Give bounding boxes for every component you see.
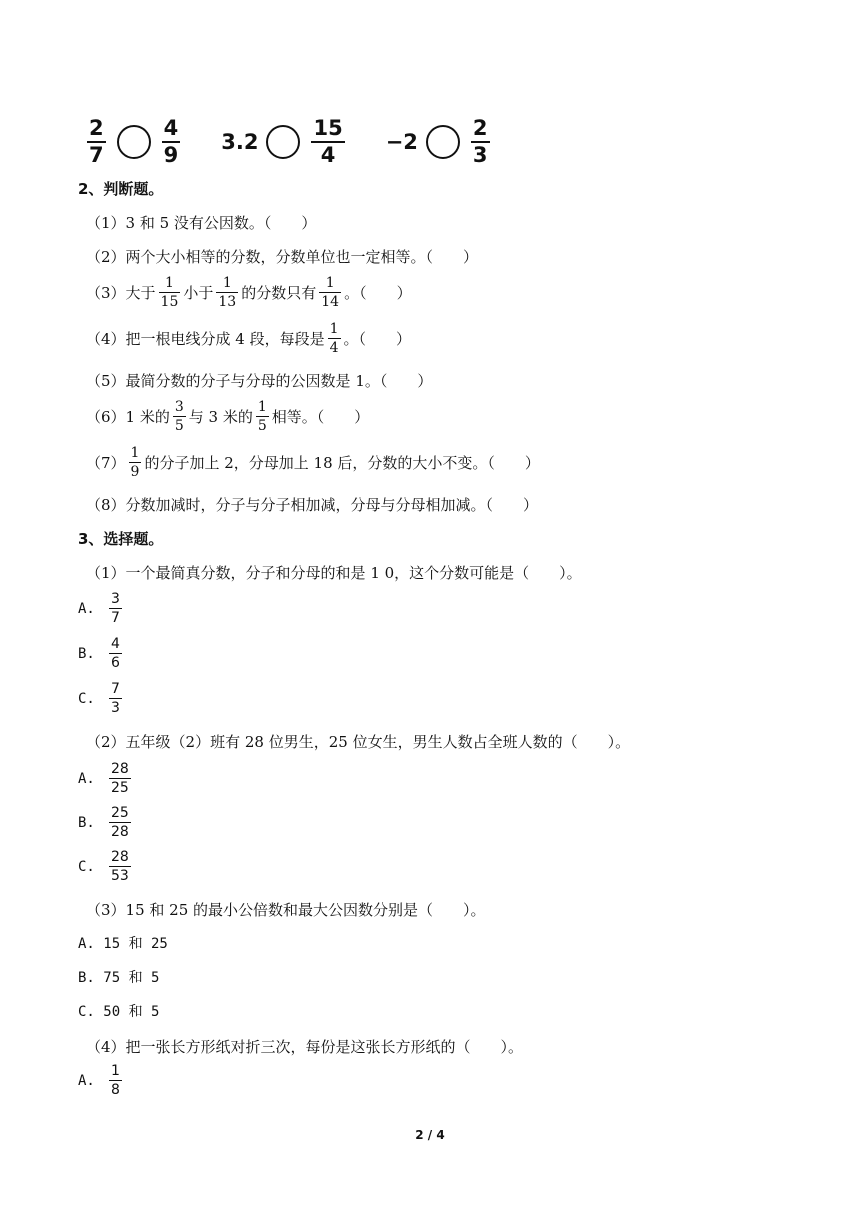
choice-q2-option-a[interactable]: A. $\frac{28}{25}$ [78,761,129,796]
compare-circle[interactable] [117,125,151,159]
choice-q1-option-b[interactable]: B. $\frac{4}{6}$ [78,636,120,671]
choice-q2-option-b[interactable]: B. $\frac{25}{28}$ [78,805,129,840]
fraction: $\frac{1}{14}$ [321,275,340,310]
fraction: $\frac{3}{7}$ [111,591,120,626]
fraction: $\frac{25}{28}$ [111,805,129,840]
compare-circle[interactable] [426,125,460,159]
section-3-heading: 3、选择题。 [78,530,164,548]
fraction: $\frac{28}{53}$ [111,849,129,884]
choice-q3: （3）15 和 25 的最小公倍数和最大公因数分别是（ ）。 [86,901,486,919]
section-2-heading: 2、判断题。 [78,180,164,198]
judge-q4: （4）把一根电线分成 4 段，每段是 $\frac{1}{4}$ 。（ ） [86,321,412,356]
choice-q1-option-c[interactable]: C. $\frac{7}{3}$ [78,681,120,716]
fraction: $\frac{4}{9}$ [163,116,179,167]
fraction: $\frac{2}{7}$ [89,116,104,167]
choice-q4: （4）把一张长方形纸对折三次，每份是这张长方形纸的（ ）。 [86,1038,524,1056]
fraction: $\frac{1}{15}$ [160,275,179,310]
choice-q3-option-b[interactable]: B. 75 和 5 [78,970,160,986]
judge-q6: （6）1 米的 $\frac{3}{5}$ 与 3 米的 $\frac{1}{5}$ 相等。（ ） [86,399,370,434]
fraction: $\frac{15}{4}$ [313,116,343,167]
judge-q7: （7） $\frac{1}{9}$ 的分子加上 2，分母加上 18 后，分数的大小不变。（ ） [86,445,540,480]
fraction: $\frac{1}{5}$ [257,399,267,434]
fraction: $\frac{1}{4}$ [329,321,339,356]
fraction: $\frac{4}{6}$ [111,636,120,671]
choice-q4-option-a[interactable]: A. $\frac{1}{8}$ [78,1063,120,1098]
choice-q3-option-c[interactable]: C. 50 和 5 [78,1004,160,1020]
compare-item-1 [84,118,183,166]
judge-q8: （8）分数加减时，分子与分子相加减，分母与分母相加减。（ ） [86,496,539,514]
fraction: $\frac{2}{3}$ [472,116,488,167]
compare-item-2 [221,118,347,166]
choice-q2-option-c[interactable]: C. $\frac{28}{53}$ [78,849,129,884]
fraction: $\frac{1}{13}$ [218,275,237,310]
judge-q2: （2）两个大小相等的分数，分数单位也一定相等。（ ） [86,248,479,266]
fraction: $\frac{7}{3}$ [111,681,120,716]
choice-q3-option-a[interactable]: A. 15 和 25 [78,936,168,952]
compare-circle[interactable] [266,125,300,159]
judge-q1: （1）3 和 5 没有公因数。（ ） [86,214,317,232]
fraction: $\frac{1}{8}$ [111,1063,120,1098]
choice-q1: （1）一个最简真分数，分子和分母的和是 1 0，这个分数可能是（ ）。 [86,564,582,582]
judge-q3: （3）大于 $\frac{1}{15}$ 小于 $\frac{1}{13}$ 的分数只有 $\frac{1}{14}$ 。（ ） [86,275,412,310]
compare-item-3 [386,118,493,166]
choice-q2: （2）五年级（2）班有 28 位男生，25 位女生，男生人数占全班人数的（ ）。 [86,733,631,751]
judge-q5: （5）最简分数的分子与分母的公因数是 1。（ ） [86,372,433,390]
choice-q1-option-a[interactable]: A. $\frac{3}{7}$ [78,591,120,626]
fraction: $\frac{3}{5}$ [174,399,184,434]
number: −2 [385,130,418,154]
page-number: 2 / 4 [415,1128,445,1142]
fraction: $\frac{1}{9}$ [130,445,140,480]
comparison-row [84,114,531,170]
fraction: $\frac{28}{25}$ [111,761,129,796]
number: 3.2 [221,130,259,154]
